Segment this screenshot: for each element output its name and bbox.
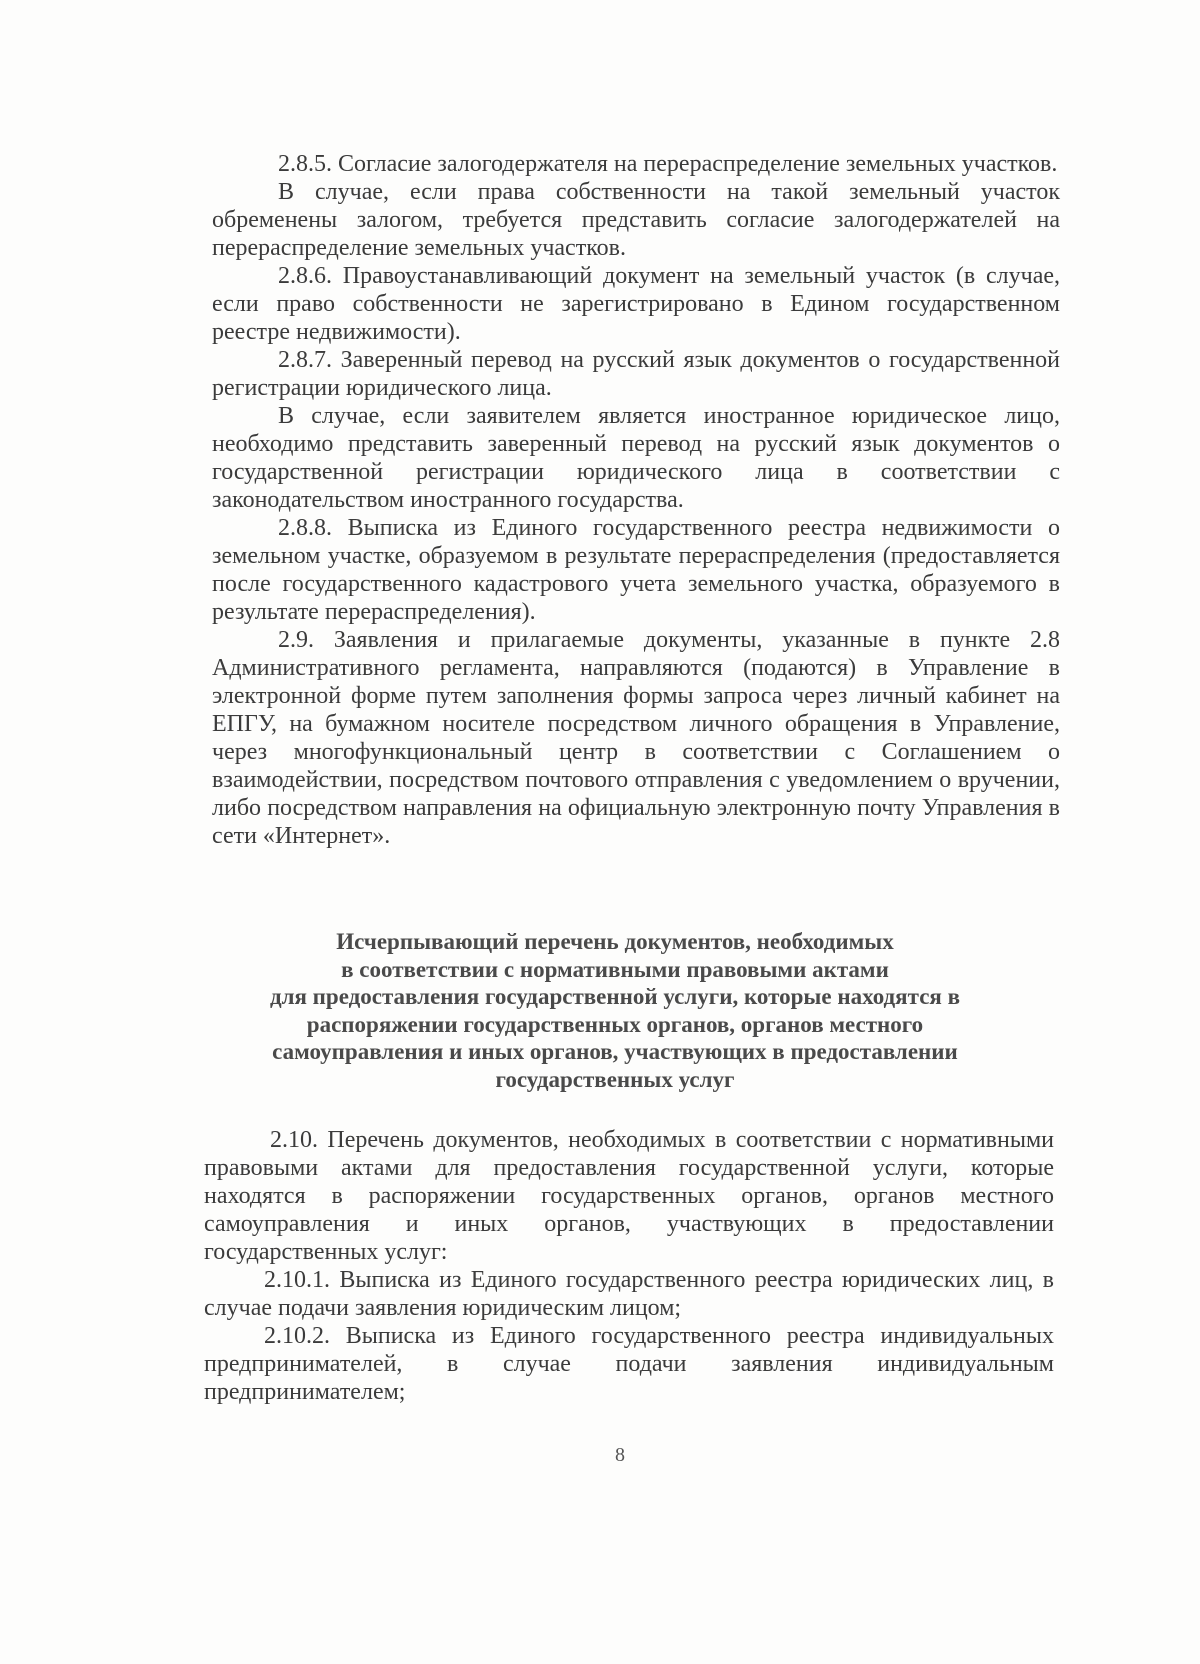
paragraph-2-8-6: 2.8.6. Правоустанавливающий документ на земельный участок (в случае, если право собственности не зарегистрировано в Едином государственном реестре недвижимости). xyxy=(212,263,1060,345)
document-body-upper xyxy=(212,150,1060,850)
heading-line: самоуправления и иных органов, участвующих в предоставлении xyxy=(272,1039,958,1064)
heading-line: для предоставления государственной услуги, которые находятся в xyxy=(269,984,961,1009)
paragraph-2-8-7-note: В случае, если заявителем является иностранное юридическое лицо, необходимо представить заверенный перевод на русский язык документов о государственной регистрации юридического лица в соответствии с законодательством иностранного государства. xyxy=(212,403,1060,513)
document-body-lower xyxy=(204,1126,1054,1406)
page-number: 8 xyxy=(615,1444,625,1466)
paragraph-2-8-7: 2.8.7. Заверенный перевод на русский язык документов о государственной регистрации юридического лица. xyxy=(212,347,1060,401)
paragraph-2-8-5-note: В случае, если права собственности на такой земельный участок обременены залогом, требуется представить согласие залогодержателей на перераспределение земельных участков. xyxy=(212,179,1060,261)
paragraph-2-8-5: 2.8.5. Согласие залогодержателя на перераспределение земельных участков. xyxy=(278,151,1058,177)
heading-line: государственных услуг xyxy=(495,1066,735,1092)
heading-line: распоряжении государственных органов, органов местного xyxy=(306,1011,924,1037)
paragraph-2-10-2: 2.10.2. Выписка из Единого государственного реестра индивидуальных предпринимателей, в случае подачи заявления индивидуальным предпринимателем; xyxy=(204,1323,1054,1405)
section-heading xyxy=(220,928,1010,1093)
paragraph-2-9: 2.9. Заявления и прилагаемые документы, указанные в пункте 2.8 Административного регламента, направляются (подаются) в Управление в электронной форме путем заполнения формы запроса через личный кабинет на ЕПГУ, на бумажном носителе посредством личного обращения в Управление, через многофункциональный центр в соответствии с Соглашением о взаимодействии, посредством почтового отправления с уведомлением о вручении, либо посредством направления на официальную электронную почту Управления в сети «Интернет». xyxy=(212,627,1060,849)
heading-line: Исчерпывающий перечень документов, необходимых xyxy=(336,929,894,954)
heading-line: в соответствии с нормативными правовыми актами xyxy=(341,956,889,982)
paragraph-2-8-8: 2.8.8. Выписка из Единого государственного реестра недвижимости о земельном участке, образуемом в результате перераспределения (предоставляется после государственного кадастрового учета земельного участка, образуемого в результате перераспределения). xyxy=(212,515,1060,625)
paragraph-2-10: 2.10. Перечень документов, необходимых в соответствии с нормативными правовыми актами для предоставления государственной услуги, которые находятся в распоряжении государственных органов, органов местного самоуправления и иных органов, участвующих в предоставлении государственных услуг: xyxy=(204,1127,1054,1265)
paragraph-2-10-1: 2.10.1. Выписка из Единого государственного реестра юридических лиц, в случае подачи заявления юридическим лицом; xyxy=(204,1267,1054,1321)
